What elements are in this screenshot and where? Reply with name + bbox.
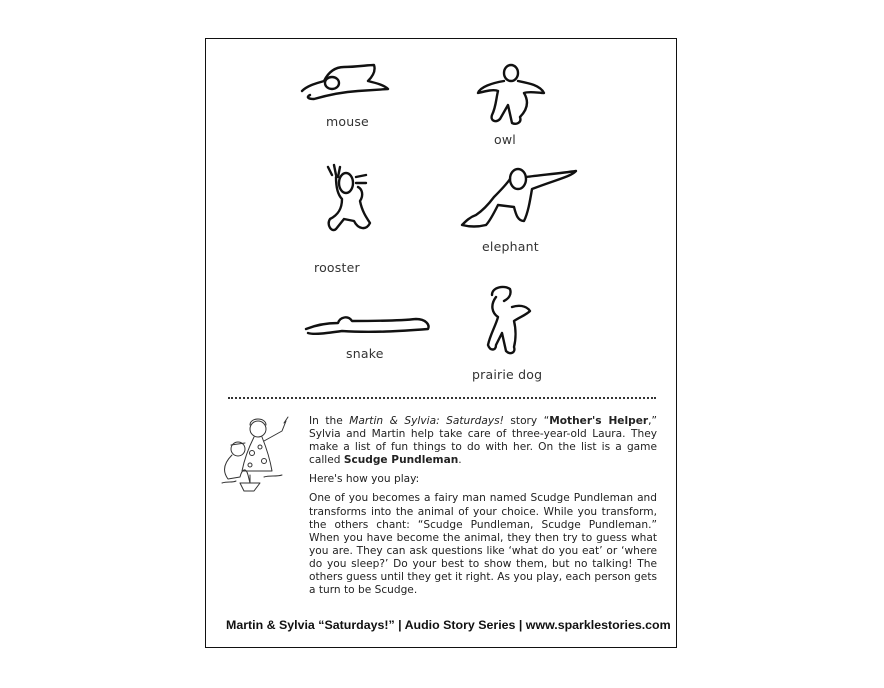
story-text [309, 415, 657, 603]
figure-label-snake: snake [346, 346, 384, 361]
how-to-heading: Here's how you play: [309, 473, 420, 486]
elephant-pose-illustration [458, 165, 580, 231]
instructions-paragraph: One of you becomes a fairy man named Scudge Pundleman and transforms into the animal of your choice. While you transform, the others chant: “Scudge Pundleman, Scudge Pundleman.” When you have become the animal, they then try to guess what you are. They can ask questions like ‘what do you eat’ or ‘where do you sleep?’ Do your best to show them, but no talking! The others guess until they get it right. As you play, each person gets a turn to be Scudge. [309, 492, 657, 597]
activity-page [205, 38, 677, 648]
children-illustration [220, 413, 300, 497]
rooster-pose-illustration [322, 163, 382, 247]
figure-label-owl: owl [494, 132, 516, 147]
intro-paragraph: In the Martin & Sylvia: Saturdays! story “Mother's Helper,” Sylvia and Martin help take care of three-year-old Laura. They make a list of fun things to do with her. On the list is a game called Scudge Pundleman. [309, 415, 657, 467]
story-title: Mother's Helper [549, 415, 649, 427]
figure-label-mouse: mouse [326, 114, 369, 129]
game-name: Scudge Pundleman [343, 454, 459, 467]
mouse-pose-illustration [298, 61, 394, 103]
snake-pose-illustration [302, 313, 434, 337]
series-title: Martin & Sylvia: Saturdays! [349, 415, 504, 427]
figure-label-elephant: elephant [482, 239, 539, 254]
prairie-dog-pose-illustration [482, 285, 536, 359]
dotted-divider [228, 397, 656, 399]
figure-label-rooster: rooster [314, 260, 360, 275]
owl-pose-illustration [474, 63, 548, 127]
footer-credit: Martin & Sylvia “Saturdays!” | Audio Story Series | www.sparklestories.com [226, 618, 671, 632]
figure-label-prairie-dog: prairie dog [472, 367, 543, 382]
